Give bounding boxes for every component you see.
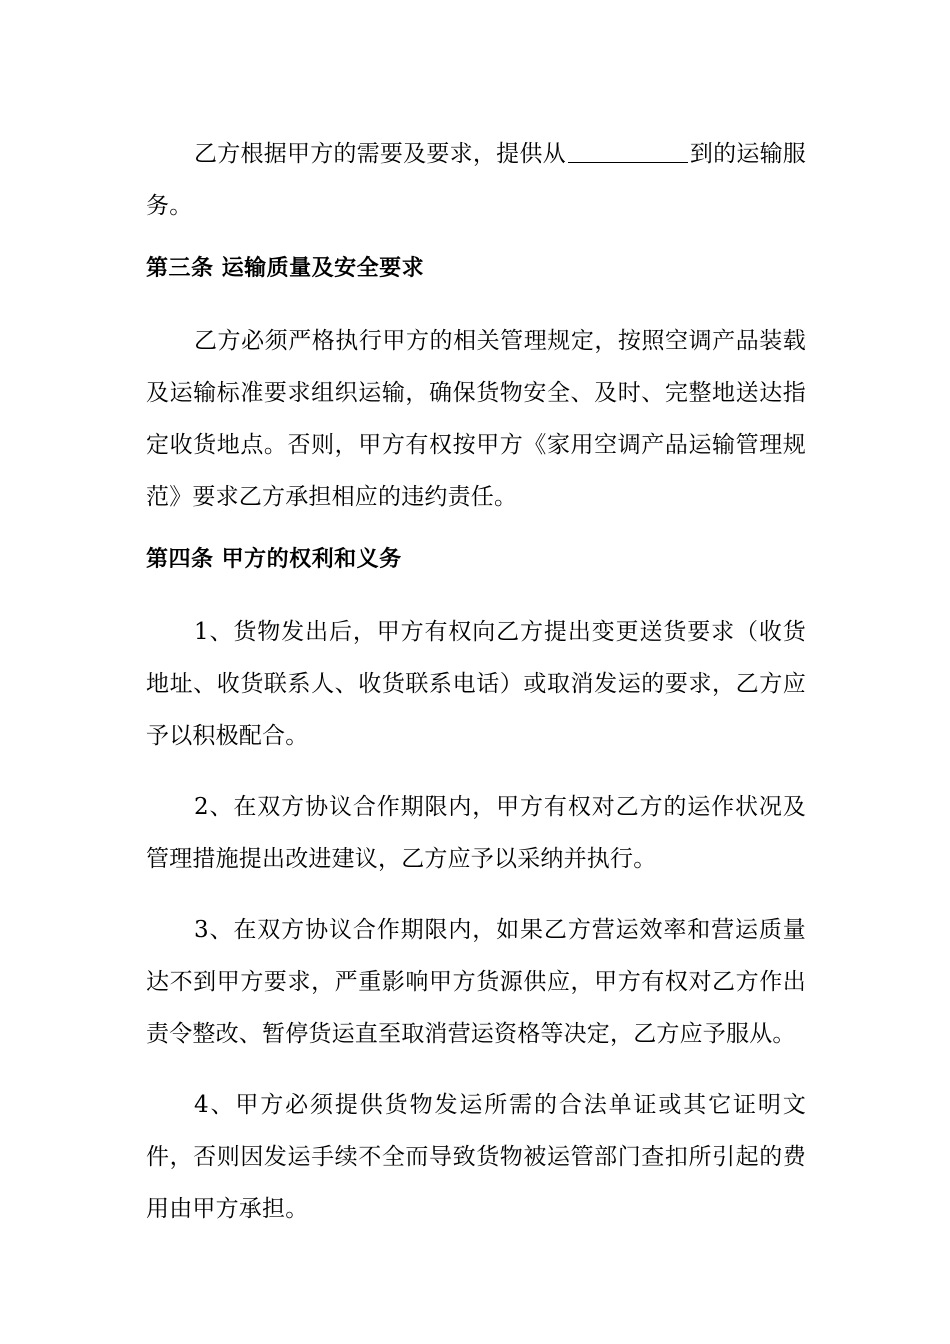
article-4-item-1: 1、货物发出后，甲方有权向乙方提出变更送货要求（收货地址、收货联系人、收货联系电话）或取消发运的要求，乙方应予以积极配合。 [146, 619, 806, 749]
article-4-item-2: 2、在双方协议合作期限内，甲方有权对乙方的运作状况及管理措施提出改进建议，乙方应予以采纳并执行。 [146, 794, 806, 872]
document-body [146, 128, 806, 1254]
article-4-item-3: 3、在双方协议合作期限内，如果乙方营运效率和营运质量达不到甲方要求，严重影响甲方货源供应，甲方有权对乙方作出责令整改、暂停货运直至取消营运资格等决定，乙方应予服从。 [146, 917, 806, 1047]
service-scope-paragraph [146, 128, 806, 232]
article-4-item-4: 4、甲方必须提供货物发运所需的合法单证或其它证明文件，否则因发运手续不全而导致货物被运管部门查扣所引起的费用由甲方承担。 [146, 1092, 806, 1222]
service-scope-text-start: 乙方根据甲方的需要及要求，提供从 [194, 141, 566, 167]
article-4-heading: 第四条 甲方的权利和义务 [146, 547, 402, 572]
origin-blank-line [568, 138, 688, 163]
article-3-heading: 第三条 运输质量及安全要求 [146, 256, 425, 281]
service-scope-text-end: 到的运输服务。 [146, 141, 807, 219]
article-3-paragraph: 乙方必须严格执行甲方的相关管理规定，按照空调产品装载及运输标准要求组织运输，确保货物安全、及时、完整地送达指定收货地点。否则，甲方有权按甲方《家用空调产品运输管理规范》要求乙方承担相应的违约责任。 [146, 328, 806, 510]
